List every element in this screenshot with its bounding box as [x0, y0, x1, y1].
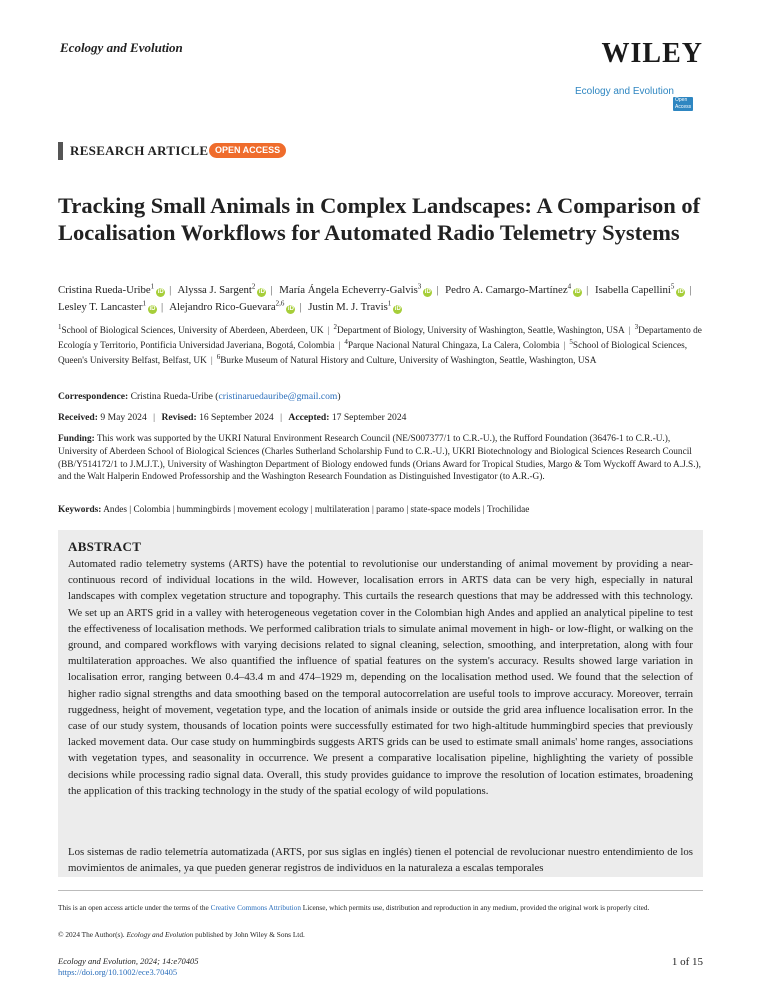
abstract-heading: ABSTRACT	[68, 539, 142, 554]
journal-header: Ecology and Evolution	[60, 40, 183, 55]
author-affiliation-sup: 4	[567, 282, 572, 291]
abstract-text: Automated radio telemetry systems (ARTS) have the potential to revolutionise our understanding of animal movement by providing a near-continuous record of individual locations in the wild. However, localisation errors in ARTS data can be very high, especially in natural landscapes with complex vegetation structure and topography. This curtails the research questions that may be addressed with this technology. We set up an ARTS grid in a valley with heterogeneous vegetation cover in the Colombian high Andes and applied an analytical pipeline to test the effectiveness of localisation methods. We performed calibration trials to simulate animal movement in high- or low-flight, or walking on the ground, and compared workflows with varying decisions related to signal cleaning, selection, smoothing, and interpretation, along with four multilateration approaches. We also quantified the influence of spatial features on the system's accuracy. Results showed large variation in localisation error, ranging between 0.4–43.4 m and 474–1929 m, depending on the localisation method used. We found that the selection of higher radio signal strengths and data smoothing based on the temporal autocorrelation are useful tools to improve accuracy. Moreover, terrain ruggedness, height of movement, vegetation type, and the location of animals inside or outside the grid area influence localisation error. In the case of our study system, thousands of location points were successfully estimated for two high-altitude hummingbird species that previously lacked movement data. Our case study on hummingbirds suggests ARTS grids can be used to estimate small animals' home ranges, associations with vegetation types, and seasonality in occurrence. We present a comparative localisation pipeline, highlighting the variety of possible decisions while processing radio signal data. Overall, this study provides guidance to improve the resolution of location estimates, broadening the application of this tracking technology in the study of the spatial ecology of wild populations.	[68, 558, 693, 797]
affiliation: Parque Nacional Natural Chingaza, La Calera, Colombia	[347, 341, 560, 352]
author-affiliation-sup: 3	[417, 282, 422, 291]
author-affiliation-sup: 2	[251, 282, 256, 291]
orcid-icon[interactable]: iD	[574, 289, 581, 295]
affiliation-sup: 4	[344, 338, 348, 347]
author-separator: |	[270, 284, 273, 296]
footnote-divider	[58, 890, 703, 891]
orcid-icon[interactable]: iD	[677, 289, 684, 295]
affiliation: School of Biological Sciences, University of Aberdeen, Aberdeen, UK	[61, 326, 324, 336]
author-separator: |	[689, 284, 692, 296]
affiliation-sup: 1	[58, 322, 62, 331]
revised-date: 16 September 2024	[199, 412, 274, 423]
author-affiliation-sup: 5	[670, 282, 675, 291]
accepted-date: 17 September 2024	[331, 412, 407, 423]
affiliation: School of Biological Sciences, Queen's University Belfast, Belfast, UK	[58, 341, 688, 367]
author: Lesley T. Lancaster	[58, 301, 143, 313]
author: Justin M. J. Travis	[308, 301, 388, 313]
journal-badge-title: Ecology and Evolution	[575, 86, 674, 97]
author-separator: |	[169, 284, 172, 296]
doi-link[interactable]: https://doi.org/10.1002/ece3.70405	[58, 967, 178, 977]
open-access-badge: OPEN ACCESS	[209, 143, 286, 158]
funding-text: This work was supported by the UKRI Natural Environment Research Council (NE/S007377/1 to C.R.-U.), the Rufford Foundation (36476-1 to C.R.-U.), University of Aberdeen School of Biological Sciences (Charles Sutherland Scholarship Fund to C.R.-U.), UKRI Biotechnology and Biological Sciences Research Council (BB/Y514172/1 to J.M.J.T.), University of Washington Department of Biology endowed funds (Orians Award for Tropical Studies, Margo & Tom Wyckoff Award to A.J.S.), and the Walt Halperin Endowed Professorship and the Washington Research Foundation as Distinguished Investigator (to A.R.-G).	[58, 434, 701, 483]
journal-badge-oa: Open Access	[675, 97, 692, 110]
author-affiliation-sup: 1	[150, 282, 155, 291]
citation-block	[58, 956, 198, 978]
copyright-journal: Ecology and Evolution	[126, 930, 194, 939]
affiliations	[58, 324, 708, 370]
affiliation-separator: |	[210, 356, 213, 367]
article-type: RESEARCH ARTICLE	[70, 143, 209, 158]
author-separator: |	[299, 301, 302, 313]
license-text-post: License, which permits use, distribution and reproduction in any medium, provided the original work is properly cited.	[300, 903, 650, 912]
author-list	[58, 282, 708, 316]
affiliation-sup: 2	[333, 322, 337, 331]
license-statement	[58, 901, 703, 914]
abstract-text-spanish: Los sistemas de radio telemetría automatizada (ARTS, por sus siglas en inglés) tienen el potencial de revolucionar nuestro entendimiento de los movimientos de animales, ya que pueden generar registros de individuos en la naturaleza a escalas temporales	[68, 846, 693, 875]
orcid-icon[interactable]: iD	[157, 289, 164, 295]
affiliation-sup: 6	[216, 353, 221, 362]
affiliation-separator: |	[327, 326, 330, 336]
keywords-label: Keywords:	[58, 505, 102, 515]
citation: Ecology and Evolution, 2024; 14:e70405	[58, 956, 199, 966]
page-number: 1 of 15	[671, 956, 703, 968]
copyright-post: published by John Wiley & Sons Ltd.	[193, 930, 305, 939]
funding-statement	[58, 433, 708, 484]
keywords	[58, 505, 708, 515]
author: Pedro A. Camargo-Martínez	[445, 284, 568, 296]
affiliation-sup: 5	[569, 338, 573, 347]
article-title: Tracking Small Animals in Complex Landscapes: A Comparison of Localisation Workflows for Automated Radio Telemetry Systems	[58, 193, 701, 245]
affiliation-sup: 3	[634, 322, 639, 331]
author-affiliation-sup: 2,6	[275, 299, 285, 308]
revised-label: Revised:	[161, 412, 197, 423]
orcid-icon[interactable]: iD	[394, 306, 401, 312]
accepted-label: Accepted:	[288, 412, 330, 423]
correspondence-name: Cristina Rueda-Uribe	[130, 391, 213, 402]
affiliation-separator: |	[628, 326, 631, 336]
affiliation-separator: |	[338, 341, 341, 352]
publisher-logo: WILEY	[601, 38, 703, 69]
orcid-icon[interactable]: iD	[258, 289, 265, 295]
correspondence-label: Correspondence:	[58, 391, 129, 402]
affiliation: Burke Museum of Natural History and Culture, University of Washington, Seattle, Washington, USA	[220, 356, 597, 367]
orcid-icon[interactable]: iD	[287, 306, 294, 312]
journal-badge-logo	[575, 86, 692, 110]
affiliation-separator: |	[563, 341, 566, 352]
license-link[interactable]: Creative Commons Attribution	[210, 903, 301, 912]
license-text-pre: This is an open access article under the terms of the	[58, 903, 211, 912]
funding-label: Funding:	[58, 434, 95, 444]
author: Cristina Rueda-Uribe	[58, 284, 151, 296]
orcid-icon[interactable]: iD	[424, 289, 431, 295]
copyright	[58, 930, 305, 939]
author-affiliation-sup: 1	[142, 299, 146, 308]
received-date: 9 May 2024	[100, 412, 147, 423]
article-type-bar	[58, 142, 63, 160]
author: Isabella Capellini	[594, 284, 671, 296]
correspondence: Correspondence: Cristina Rueda-Uribe (cristinaruedauribe@gmail.com)	[58, 391, 341, 402]
author: Alejandro Rico-Guevara	[169, 301, 276, 313]
author: María Ángela Echeverry-Galvis	[279, 284, 418, 296]
author-separator: |	[160, 301, 164, 313]
copyright-pre: © 2024 The Author(s).	[58, 930, 127, 939]
affiliation: Departamento de Ecología y Territorio, Pontificia Universidad Javeriana, Bogotá, Colombia	[58, 326, 702, 352]
correspondence-email-link[interactable]: cristinaruedauribe@gmail.com	[218, 391, 338, 402]
author-separator: |	[436, 284, 439, 296]
affiliation: Department of Biology, University of Washington, Seattle, Washington, USA	[336, 326, 625, 336]
orcid-icon[interactable]: iD	[149, 306, 156, 312]
keywords-text: Andes | Colombia | hummingbirds | movement ecology | multilateration | paramo | state-space models | Trochilidae	[103, 505, 530, 515]
author-affiliation-sup: 1	[387, 299, 392, 308]
article-dates: Received: 9 May 2024 | Revised: 16 September 2024 | Accepted: 17 September 2024	[58, 412, 407, 423]
author-separator: |	[586, 284, 589, 296]
author: Alyssa J. Sargent	[177, 284, 252, 296]
received-label: Received:	[58, 412, 98, 423]
